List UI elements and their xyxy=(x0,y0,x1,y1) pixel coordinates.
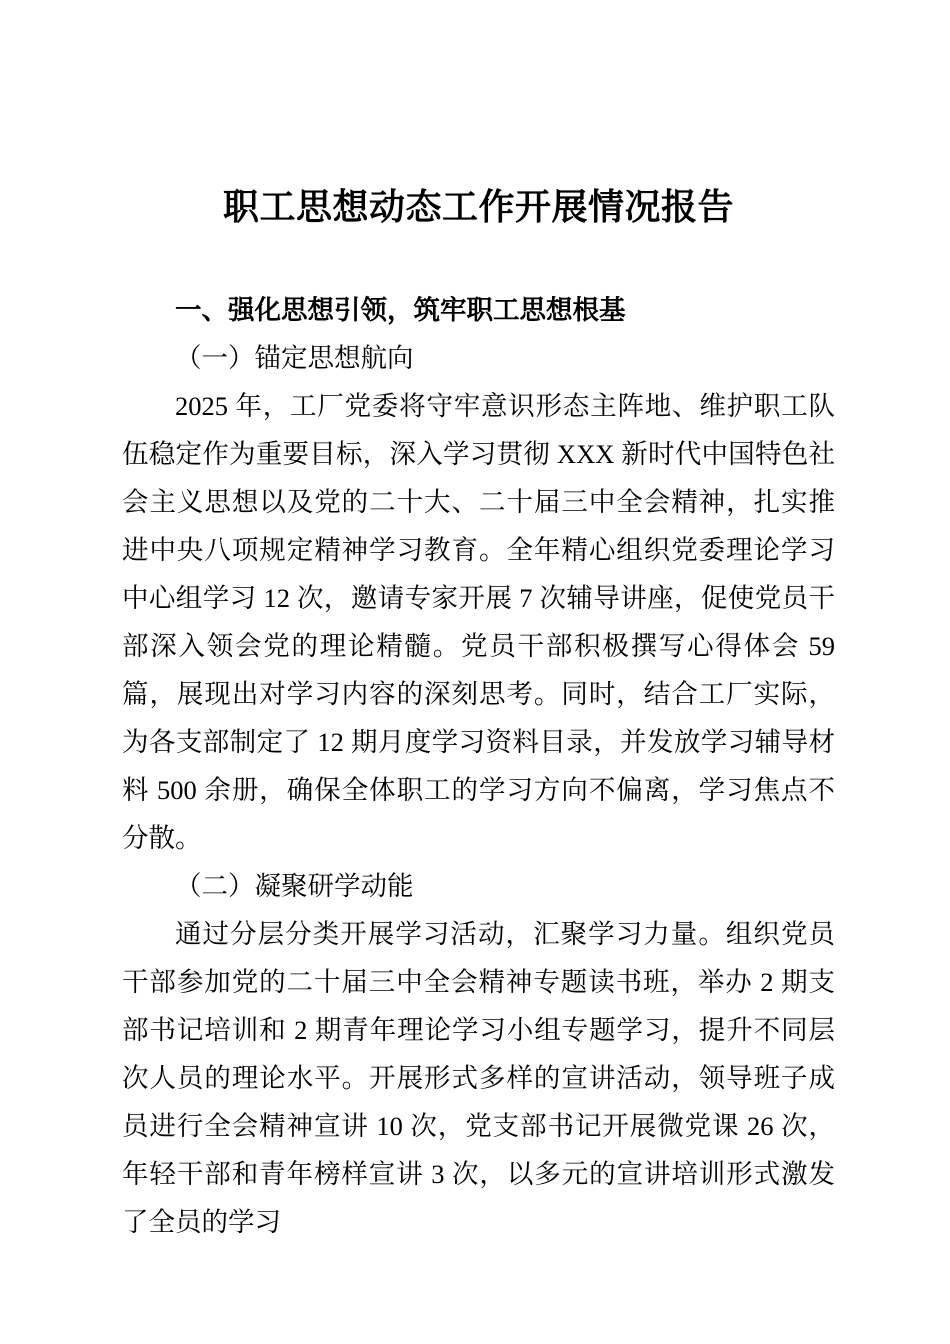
body-paragraph-1: 2025 年，工厂党委将守牢意识形态主阵地、维护职工队伍稳定作为重要目标，深入学习贯彻 XXX 新时代中国特色社会主义思想以及党的二十大、二十届三中全会精神，扎实推进中央八项规定精神学习教育。全年精心组织党委理论学习中心组学习 12 次，邀请专家开展 7 次辅导讲座，促使党员干部深入领会党的理论精髓。党员干部积极撰写心得体会 59 篇，展现出对学习内容的深刻思考。同时，结合工厂实际，为各支部制定了 12 期月度学习资料目录，并发放学习辅导材料 500 余册，确保全体职工的学习方向不偏离，学习焦点不分散。 xyxy=(122,391,835,853)
subsection-heading-1: （一）锚定思想航向 xyxy=(175,343,414,373)
body-paragraph-2: 通过分层分类开展学习活动，汇聚学习力量。组织党员干部参加党的二十届三中全会精神专题读书班，举办 2 期支部书记培训和 2 期青年理论学习小组专题学习，提升不同层次人员的理论水平。开展形式多样的宣讲活动，领导班子成员进行全会精神宣讲 10 次，党支部书记开展微党课 26 次，年轻干部和青年榜样宣讲 3 次，以多元的宣讲培训形式激发了全员的学习 xyxy=(122,919,835,1237)
subsection-heading-2: （二）凝聚研学动能 xyxy=(175,871,414,901)
document-title: 职工思想动态工作开展情况报告 xyxy=(222,186,734,227)
section-heading-1: 一、强化思想引领，筑牢职工思想根基 xyxy=(175,295,626,325)
